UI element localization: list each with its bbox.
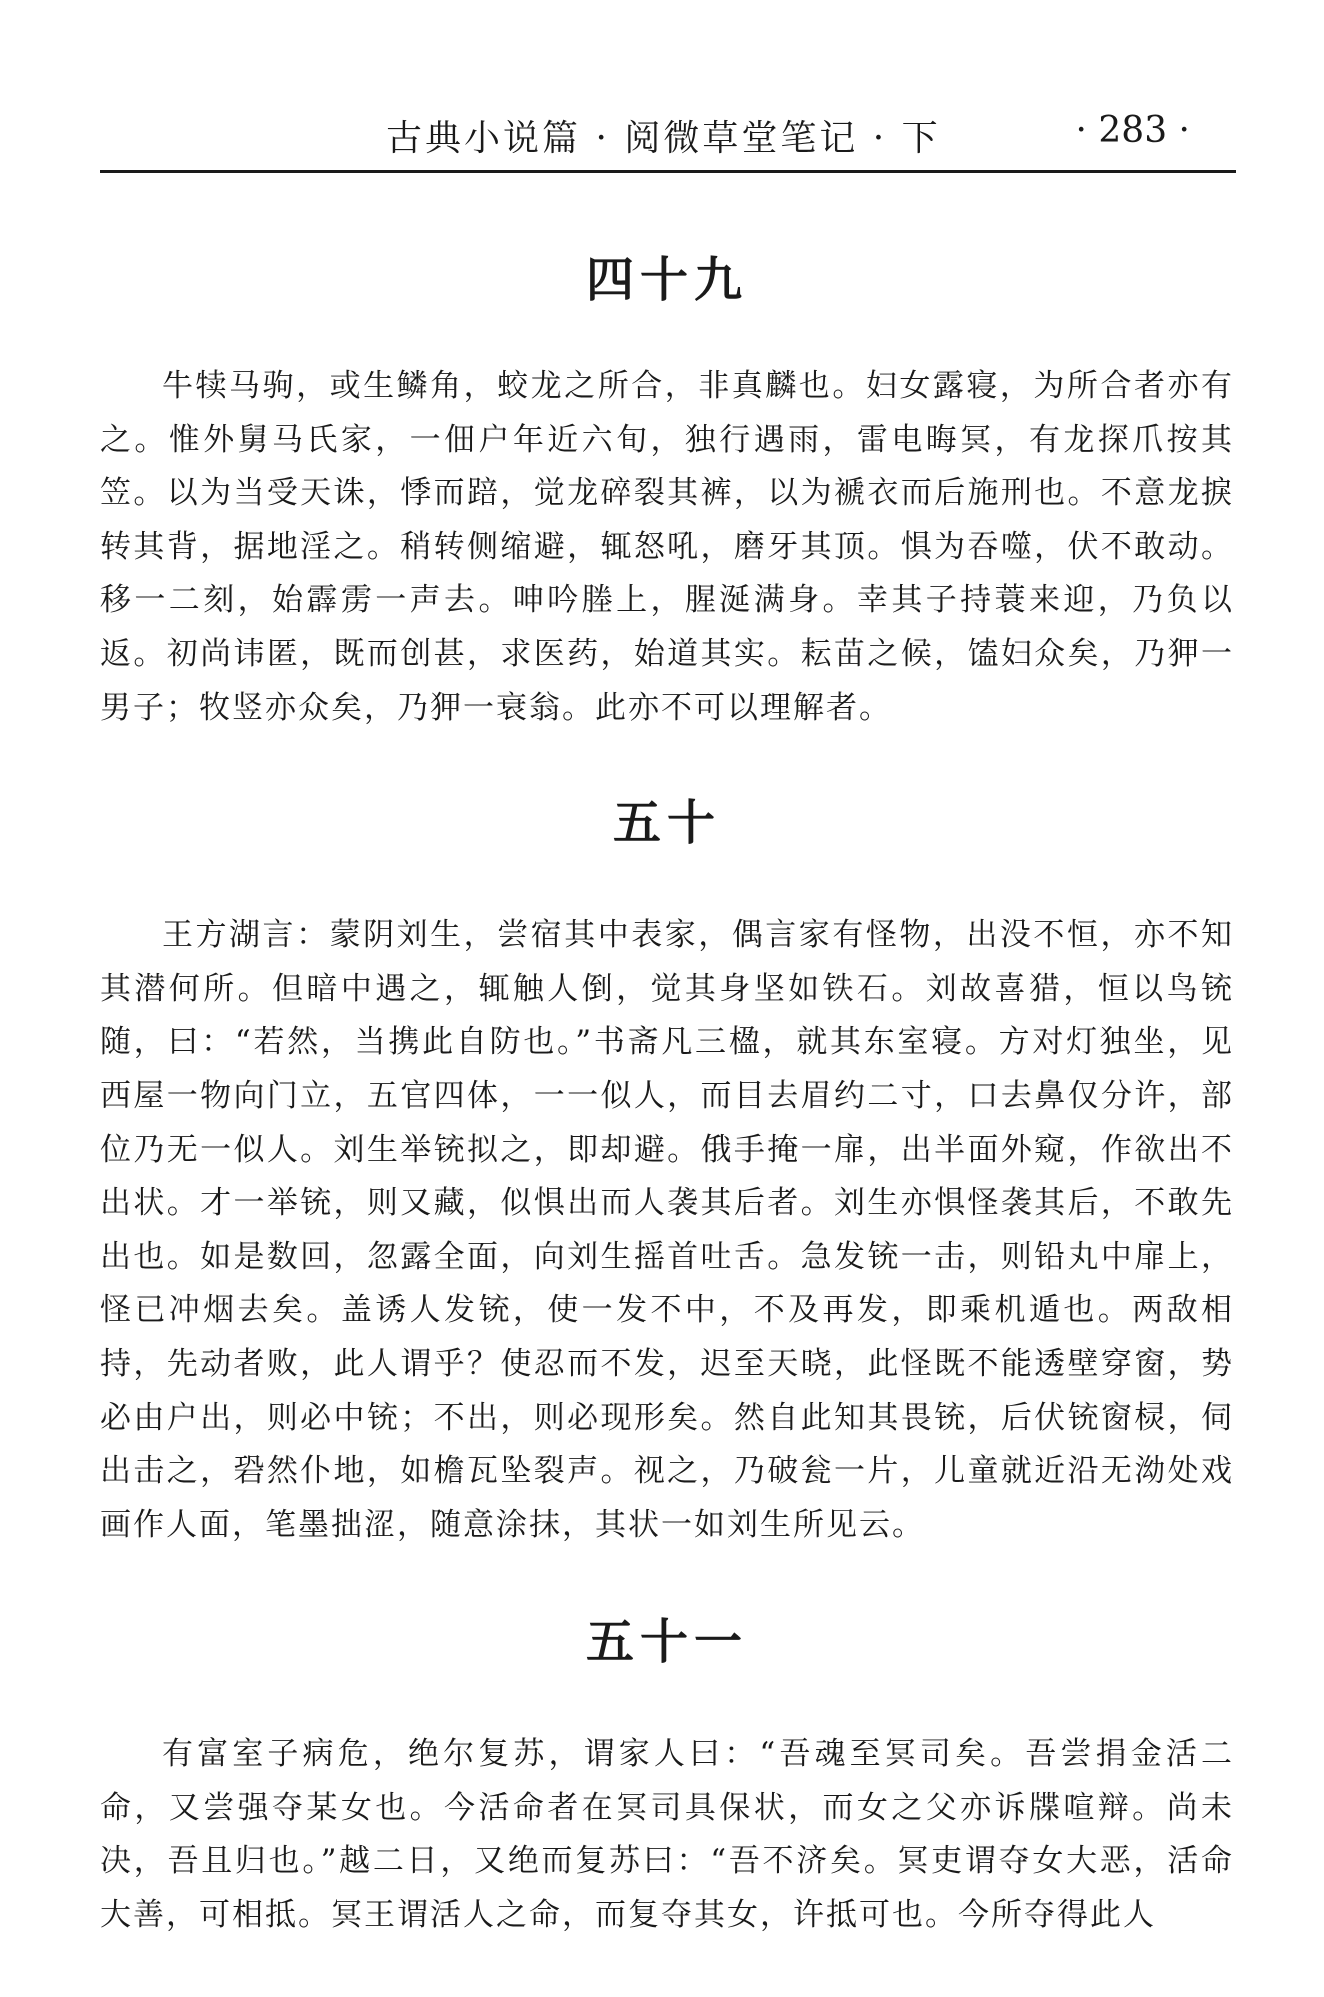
header-rule <box>100 170 1236 173</box>
running-title: 古典小说篇 · 阅微草堂笔记 · 下 <box>386 118 941 159</box>
section-49 <box>100 250 1234 735</box>
section-51 <box>100 1612 1234 1942</box>
section-50 <box>100 793 1234 1552</box>
page-header <box>100 100 1234 164</box>
page-content <box>100 250 1234 1943</box>
section-title: 四十九 <box>585 252 748 308</box>
section-paragraph: 牛犊马驹，或生鳞角，蛟龙之所合，非真麟也。妇女露寝，为所合者亦有之。惟外舅马氏家，一佃户年近六旬，独行遇雨，雷电晦冥，有龙探爪按其笠。以为当受天诛，悸而踣，觉龙碎裂其裤，以为褫衣而后施刑也。不意龙捩转其背，据地淫之。稍转侧缩避，辄怒吼，磨牙其顶。惧为吞噬，伏不敢动。移一二刻，始霹雳一声去。呻吟塍上，腥涎满身。幸其子持蓑来迎，乃负以返。初尚讳匿，既而创甚，求医药，始道其实。耘苗之候，馌妇众矣，乃狎一男子；牧竖亦众矣，乃狎一衰翁。此亦不可以理解者。 <box>100 368 1234 726</box>
section-paragraph: 王方湖言：蒙阴刘生，尝宿其中表家，偶言家有怪物，出没不恒，亦不知其潜何所。但暗中遇之，辄触人倒，觉其身坚如铁石。刘故喜猎，恒以鸟铳随，曰：“若然，当携此自防也。”书斋凡三楹，就其东室寝。方对灯独坐，见西屋一物向门立，五官四体，一一似人，而目去眉约二寸，口去鼻仅分许，部位乃无一似人。刘生举铳拟之，即却避。俄手掩一扉，出半面外窥，作欲出不出状。才一举铳，则又藏，似惧出而人袭其后者。刘生亦惧怪袭其后，不敢先出也。如是数回，忽露全面，向刘生摇首吐舌。急发铳一击，则铅丸中扉上，怪已冲烟去矣。盖诱人发铳，使一发不中，不及再发，即乘机遁也。两敌相持，先动者败，此人谓乎？使忍而不发，迟至天晓，此怪既不能透壁穿窗，势必由户出，则必中铳；不出，则必现形矣。然自此知其畏铳，后伏铳窗棂，伺出击之，䂬然仆地，如檐瓦坠裂声。视之，乃破瓮一片，儿童就近沿无泑处戏画作人面，笔墨拙涩，随意涂抹，其状一如刘生所见云。 <box>100 917 1234 1543</box>
section-title: 五十一 <box>585 1614 748 1671</box>
section-paragraph: 有富室子病危，绝尔复苏，谓家人曰：“吾魂至冥司矣。吾尝捐金活二命，又尝强夺某女也。今活命者在冥司具保状，而女之父亦诉牒喧辩。尚未决，吾且归也。”越二日，又绝而复苏曰：“吾不济矣。冥吏谓夺女大恶，活命大善，可相抵。冥王谓活人之命，而复夺其女，许抵可也。今所夺得此人 <box>100 1736 1234 1934</box>
page-number: · 283 · <box>1075 110 1190 151</box>
section-title: 五十 <box>612 795 721 852</box>
